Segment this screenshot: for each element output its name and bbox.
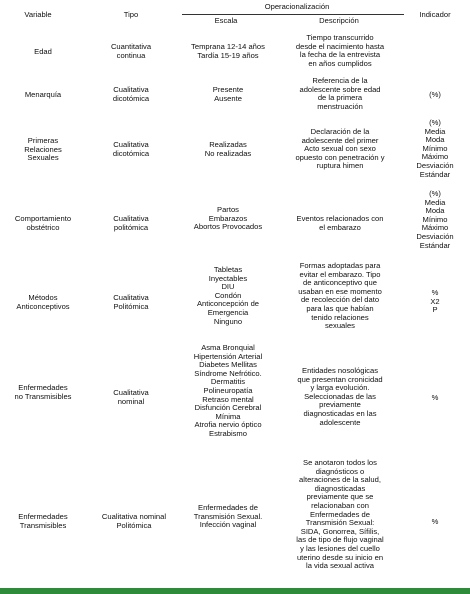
row-primeras-relaciones-tipo: Cualitativa dicotómica (112, 140, 150, 158)
row-transmisibles-variable: Enfermedades Transmisibles (18, 512, 68, 530)
row-edad-variable: Edad (34, 47, 52, 56)
row-transmisibles-indicador: % (431, 517, 439, 526)
row-metodos-indicador: % X2 P (430, 288, 440, 315)
row-metodos-variable: Métodos Anticonceptivos (16, 293, 70, 311)
header-escala: Escala (214, 16, 238, 25)
row-menarquia-escala: Presente Ausente (212, 85, 244, 103)
row-edad-tipo: Cuantitativa continua (110, 42, 152, 60)
row-metodos-escala: Tabletas Inyectables DIU Condón Anticoncepción de Emergencia Ninguno (196, 265, 260, 326)
row-comportamiento-descripcion: Eventos relacionados con el embarazo (296, 214, 384, 232)
row-menarquia-tipo: Cualitativa dicotómica (112, 85, 150, 103)
row-edad-escala: Temprana 12-14 años Tardía 15-19 años (191, 42, 265, 60)
row-no-transmisibles-variable: Enfermedades no Transmisibles (14, 383, 72, 401)
header-operacionalizacion: Operacionalización (264, 2, 330, 11)
row-comportamiento-tipo: Cualitativa politómica (113, 214, 149, 232)
row-menarquia-descripcion: Referencia de la adolescente sobre edad de la primera menstruación (299, 76, 381, 111)
row-comportamiento-variable: Comportamiento obstétrico (14, 214, 72, 232)
row-comportamiento-indicador: (%) Media Moda Mínimo Máximo Desviación Estándar (416, 189, 454, 250)
row-metodos-tipo: Cualitativa Politómica (113, 293, 149, 311)
row-no-transmisibles-indicador: % (431, 393, 439, 402)
header-indicador: Indicador (419, 10, 451, 19)
bottom-green-rule (0, 588, 470, 594)
row-no-transmisibles-descripcion: Entidades nosológicas que presentan cronicidad y larga evolución. Seleccionadas de las previamente diagnosticadas en las adolescente (297, 366, 383, 427)
header-tipo: Tipo (123, 10, 139, 19)
row-metodos-descripcion: Formas adoptadas para evitar el embarazo. Tipo de anticonceptivo que usaban en ese momento de recolección del dato para las que habían tenido relaciones sexuales (298, 261, 382, 331)
row-primeras-relaciones-escala: Realizadas No realizadas (204, 140, 252, 158)
row-primeras-relaciones-indicador: (%) Media Moda Mínimo Máximo Desviación Estándar (416, 118, 454, 179)
row-transmisibles-escala: Enfermedades de Transmisión Sexual. Infección vaginal (193, 503, 263, 530)
row-menarquia-indicador: (%) (429, 90, 441, 99)
row-transmisibles-descripcion: Se anotaron todos los diagnósticos o alteraciones de la salud, diagnosticadas previamente que se relacionaban con Enfermedades de Transmisión Sexual: SIDA, Gonorrea, Sífilis, las de tipo de flujo vaginal y las lesiones del cuello uterino desde su inicio en la vida sexual activa (296, 458, 384, 571)
row-primeras-relaciones-variable: Primeras Relaciones Sexuales (24, 136, 62, 163)
header-variable: Variable (24, 10, 52, 19)
row-menarquia-variable: Menarquía (24, 90, 62, 99)
row-no-transmisibles-escala: Asma Bronquial Hipertensión Arterial Diabetes Mellitas Síndrome Nefrótico. Dermatitis Polineuropatía Retraso mental Disfunción Cerebral Mínima Atrofia nervio óptico Estrabismo (193, 343, 263, 438)
header-subrule (182, 14, 404, 15)
header-descripcion: Descripción (319, 16, 359, 25)
row-comportamiento-escala: Partos Embarazos Abortos Provocados (193, 205, 263, 232)
row-no-transmisibles-tipo: Cualitativa nominal (113, 388, 149, 406)
row-primeras-relaciones-descripcion: Declaración de la adolescente del primer Acto sexual con sexo opuesto con penetración y ruptura himen (295, 127, 385, 171)
row-edad-descripcion: Tiempo transcurrido desde el nacimiento hasta la fecha de la entrevista en años cumplidos (295, 33, 385, 68)
row-transmisibles-tipo: Cualitativa nominal Politómica (101, 512, 167, 530)
